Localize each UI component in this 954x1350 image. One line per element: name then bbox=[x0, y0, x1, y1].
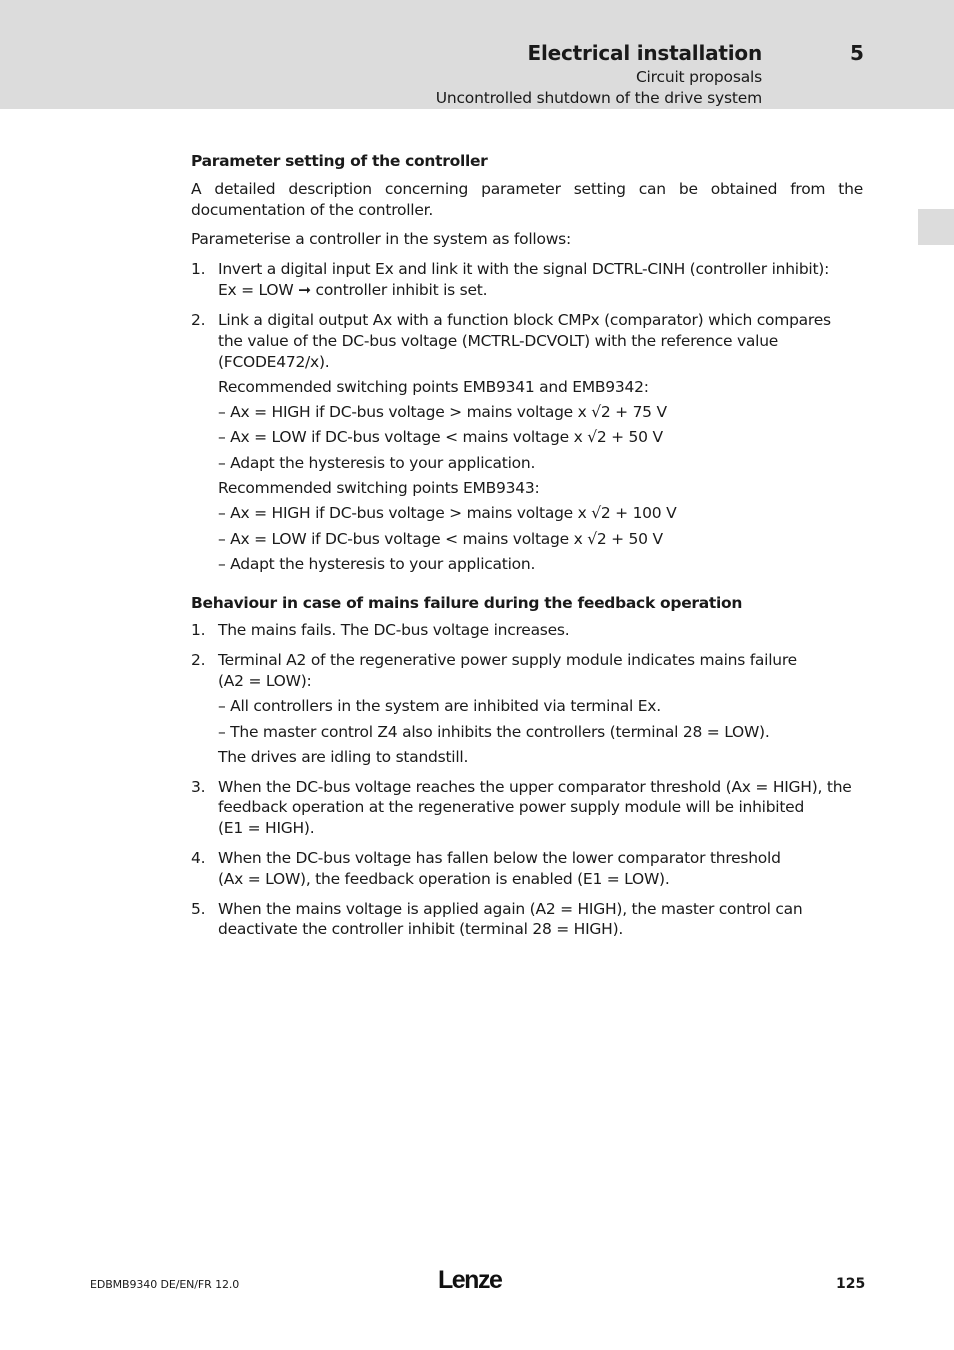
list-item-text: deactivate the controller inhibit (terminal 28 = HIGH). bbox=[218, 920, 624, 938]
section-heading-mains-failure: Behaviour in case of mains failure during the feedback operation bbox=[191, 594, 743, 612]
recommendation-heading: Recommended switching points EMB9343: bbox=[218, 479, 540, 497]
recommendation-item: – Adapt the hysteresis to your application. bbox=[218, 555, 536, 573]
list-number: 4. bbox=[191, 849, 206, 867]
sub-item: – The master control Z4 also inhibits the controllers (terminal 28 = LOW). bbox=[218, 723, 770, 741]
list-number: 2. bbox=[191, 651, 206, 669]
list-number: 1. bbox=[191, 621, 206, 639]
list-item-text: (A2 = LOW): bbox=[218, 672, 312, 690]
recommendation-item: – Ax = HIGH if DC-bus voltage > mains voltage x √2 + 100 V bbox=[218, 504, 677, 522]
list-item-text-part: Ex = LOW bbox=[218, 281, 294, 299]
lenze-logo: Lenze bbox=[438, 1266, 502, 1294]
list-item-text: Link a digital output Ax with a function block CMPx (comparator) which compares bbox=[218, 311, 831, 329]
section-subtitle: Circuit proposals bbox=[635, 68, 762, 86]
list-item-text: feedback operation at the regenerative power supply module will be inhibited bbox=[218, 798, 805, 816]
lead-paragraph: Parameterise a controller in the system as follows: bbox=[191, 230, 571, 248]
list-item-text-part: controller inhibit is set. bbox=[315, 281, 488, 299]
arrow-right-icon: ➞ bbox=[298, 281, 311, 299]
chapter-tab-marker bbox=[918, 209, 954, 245]
list-item-text: (FCODE472/x). bbox=[218, 353, 330, 371]
list-item-text bbox=[218, 280, 487, 301]
page-number: 125 bbox=[836, 1276, 866, 1292]
list-number: 1. bbox=[191, 260, 206, 278]
list-item-text: When the DC-bus voltage has fallen below the lower comparator threshold bbox=[218, 849, 781, 867]
list-number: 5. bbox=[191, 900, 206, 918]
list-item-text: The mains fails. The DC-bus voltage increases. bbox=[218, 621, 570, 639]
document-id: EDBMB9340 DE/EN/FR 12.0 bbox=[90, 1278, 240, 1291]
recommendation-item: – Ax = LOW if DC-bus voltage < mains voltage x √2 + 50 V bbox=[218, 530, 663, 548]
sub-item: – All controllers in the system are inhibited via terminal Ex. bbox=[218, 697, 661, 715]
list-item-text: Terminal A2 of the regenerative power supply module indicates mains failure bbox=[218, 651, 797, 669]
recommendation-item: – Adapt the hysteresis to your application. bbox=[218, 454, 536, 472]
intro-paragraph: A detailed description concerning parameter setting can be obtained from the documentation of the controller. bbox=[191, 180, 863, 219]
list-item-text: Invert a digital input Ex and link it with the signal DCTRL-CINH (controller inhibit): bbox=[218, 260, 830, 278]
chapter-number: 5 bbox=[850, 41, 864, 65]
recommendation-item: – Ax = HIGH if DC-bus voltage > mains voltage x √2 + 75 V bbox=[218, 403, 667, 421]
section-heading-parameter-setting: Parameter setting of the controller bbox=[191, 152, 488, 170]
list-item-text: (E1 = HIGH). bbox=[218, 819, 315, 837]
list-item-text: When the DC-bus voltage reaches the upper comparator threshold (Ax = HIGH), the bbox=[218, 778, 852, 796]
list-item-text: the value of the DC-bus voltage (MCTRL-DCVOLT) with the reference value bbox=[218, 332, 779, 350]
list-number: 2. bbox=[191, 311, 206, 329]
recommendation-heading: Recommended switching points EMB9341 and EMB9342: bbox=[218, 378, 649, 396]
list-item-text: (Ax = LOW), the feedback operation is enabled (E1 = LOW). bbox=[218, 870, 670, 888]
list-item-text: When the mains voltage is applied again (A2 = HIGH), the master control can bbox=[218, 900, 803, 918]
sub-item: The drives are idling to standstill. bbox=[218, 748, 469, 766]
recommendation-item: – Ax = LOW if DC-bus voltage < mains voltage x √2 + 50 V bbox=[218, 428, 663, 446]
subsection-subtitle: Uncontrolled shutdown of the drive system bbox=[435, 89, 762, 107]
chapter-title: Electrical installation bbox=[527, 41, 762, 65]
list-number: 3. bbox=[191, 778, 206, 796]
